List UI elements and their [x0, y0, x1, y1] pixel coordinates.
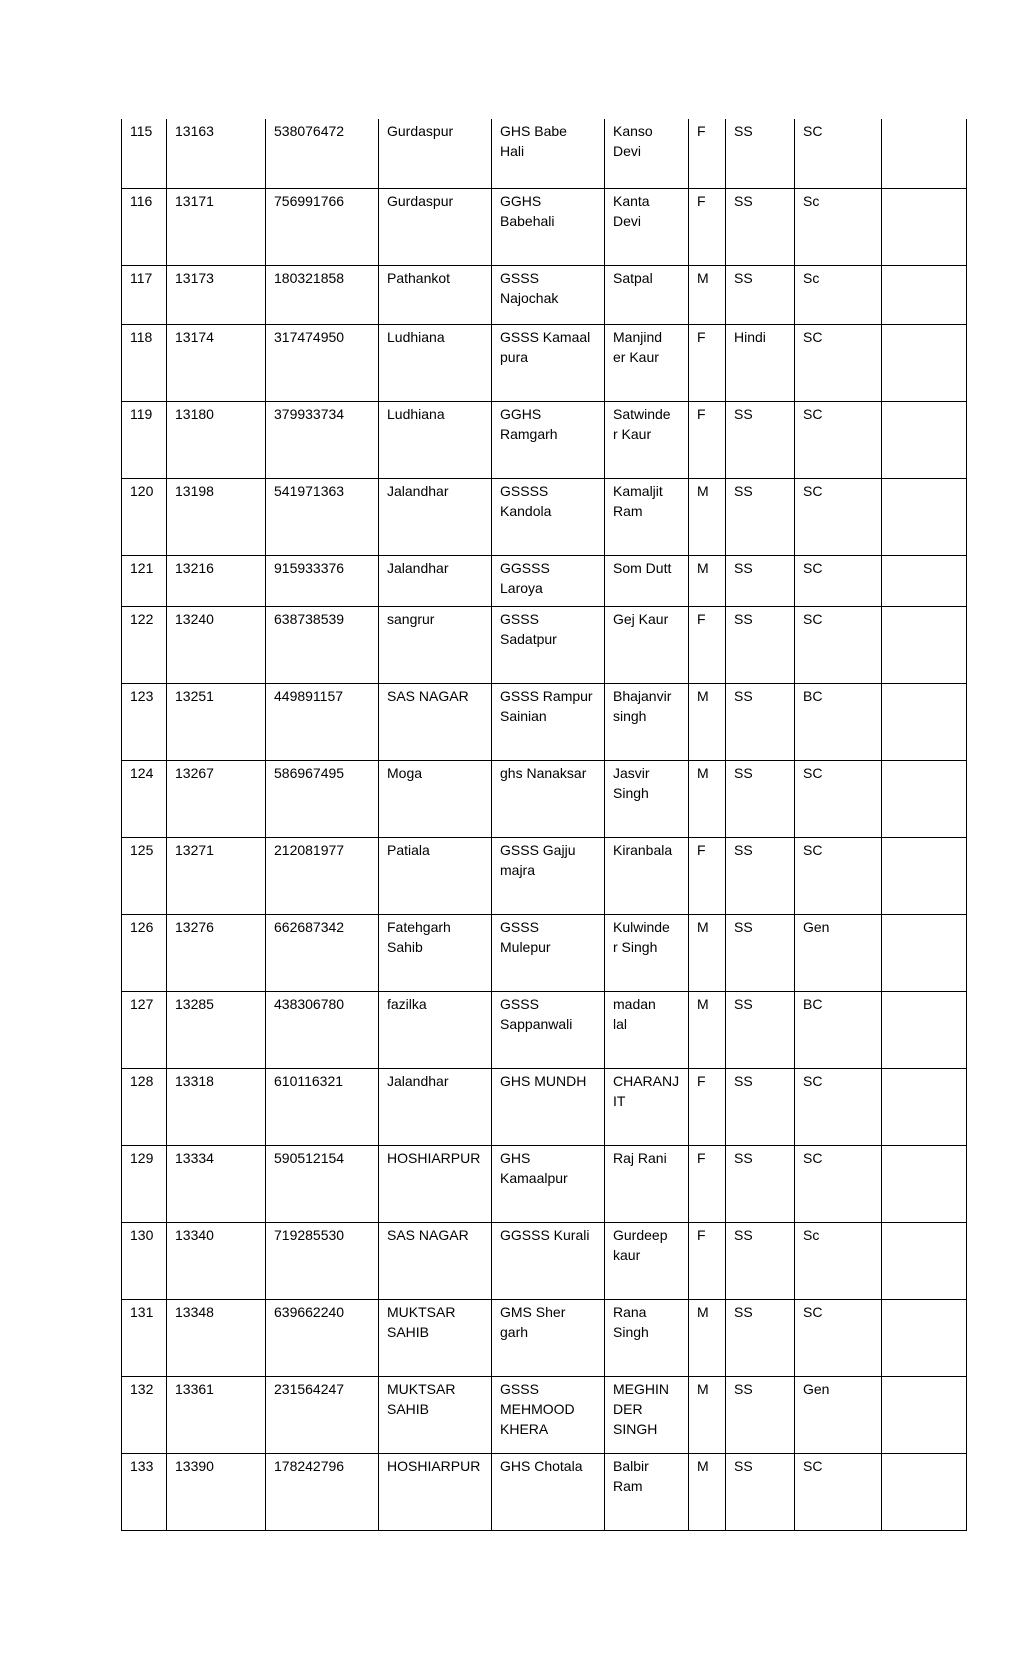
- remarks-cell: [882, 1145, 967, 1222]
- remarks-cell: [882, 914, 967, 991]
- remarks-cell: [882, 324, 967, 401]
- id-cell: 13171: [167, 188, 266, 265]
- gender-cell: M: [689, 1299, 726, 1376]
- school-cell: GSSS Kamaal pura: [492, 324, 605, 401]
- serial-number-cell: 127: [122, 991, 167, 1068]
- subject-cell: SS: [726, 991, 795, 1068]
- district-cell: Moga: [379, 760, 492, 837]
- school-cell: GHS MUNDH: [492, 1068, 605, 1145]
- district-cell: SAS NAGAR: [379, 1222, 492, 1299]
- category-cell: Sc: [795, 1222, 882, 1299]
- remarks-cell: [882, 760, 967, 837]
- id-cell: 13334: [167, 1145, 266, 1222]
- category-cell: SC: [795, 1453, 882, 1530]
- district-cell: SAS NAGAR: [379, 683, 492, 760]
- category-cell: SC: [795, 760, 882, 837]
- name-cell: Satpal: [605, 265, 689, 324]
- serial-number-cell: 129: [122, 1145, 167, 1222]
- gender-cell: M: [689, 1376, 726, 1453]
- district-cell: Pathankot: [379, 265, 492, 324]
- school-cell: GHS Babe Hali: [492, 119, 605, 188]
- id-cell: 13180: [167, 401, 266, 478]
- serial-number-cell: 126: [122, 914, 167, 991]
- school-cell: GHS Chotala: [492, 1453, 605, 1530]
- number-cell: 180321858: [266, 265, 379, 324]
- gender-cell: M: [689, 1453, 726, 1530]
- category-cell: SC: [795, 478, 882, 555]
- id-cell: 13198: [167, 478, 266, 555]
- district-cell: Jalandhar: [379, 1068, 492, 1145]
- gender-cell: F: [689, 324, 726, 401]
- name-cell: MEGHIN DER SINGH: [605, 1376, 689, 1453]
- remarks-cell: [882, 606, 967, 683]
- category-cell: Gen: [795, 914, 882, 991]
- table-row: [122, 760, 967, 837]
- number-cell: 438306780: [266, 991, 379, 1068]
- school-cell: GSSSS Kandola: [492, 478, 605, 555]
- serial-number-cell: 130: [122, 1222, 167, 1299]
- table-row: [122, 1068, 967, 1145]
- name-cell: Som Dutt: [605, 555, 689, 606]
- serial-number-cell: 124: [122, 760, 167, 837]
- id-cell: 13285: [167, 991, 266, 1068]
- name-cell: Raj Rani: [605, 1145, 689, 1222]
- remarks-cell: [882, 478, 967, 555]
- gender-cell: F: [689, 1222, 726, 1299]
- school-cell: ghs Nanaksar: [492, 760, 605, 837]
- subject-cell: SS: [726, 188, 795, 265]
- table-row: [122, 324, 967, 401]
- category-cell: Gen: [795, 1376, 882, 1453]
- serial-number-cell: 118: [122, 324, 167, 401]
- category-cell: Sc: [795, 188, 882, 265]
- serial-number-cell: 132: [122, 1376, 167, 1453]
- table-row: [122, 914, 967, 991]
- name-cell: Kiranbala: [605, 837, 689, 914]
- table-row: [122, 606, 967, 683]
- subject-cell: SS: [726, 1068, 795, 1145]
- subject-cell: SS: [726, 478, 795, 555]
- table-row: [122, 683, 967, 760]
- category-cell: BC: [795, 991, 882, 1068]
- district-cell: MUKTSAR SAHIB: [379, 1299, 492, 1376]
- remarks-cell: [882, 119, 967, 188]
- number-cell: 538076472: [266, 119, 379, 188]
- table-row: [122, 1299, 967, 1376]
- subject-cell: SS: [726, 914, 795, 991]
- subject-cell: SS: [726, 683, 795, 760]
- number-cell: 638738539: [266, 606, 379, 683]
- records-table: [121, 119, 967, 1531]
- table-row: [122, 1376, 967, 1453]
- serial-number-cell: 125: [122, 837, 167, 914]
- district-cell: Jalandhar: [379, 555, 492, 606]
- name-cell: Rana Singh: [605, 1299, 689, 1376]
- name-cell: Kulwinde r Singh: [605, 914, 689, 991]
- category-cell: SC: [795, 837, 882, 914]
- table-row: [122, 1145, 967, 1222]
- category-cell: SC: [795, 606, 882, 683]
- number-cell: 590512154: [266, 1145, 379, 1222]
- remarks-cell: [882, 991, 967, 1068]
- table-row: [122, 119, 967, 188]
- table-row: [122, 1222, 967, 1299]
- subject-cell: SS: [726, 1145, 795, 1222]
- district-cell: Gurdaspur: [379, 119, 492, 188]
- table-row: [122, 991, 967, 1068]
- school-cell: GHS Kamaalpur: [492, 1145, 605, 1222]
- number-cell: 586967495: [266, 760, 379, 837]
- name-cell: Kanta Devi: [605, 188, 689, 265]
- remarks-cell: [882, 188, 967, 265]
- name-cell: Jasvir Singh: [605, 760, 689, 837]
- category-cell: SC: [795, 1068, 882, 1145]
- gender-cell: M: [689, 478, 726, 555]
- number-cell: 317474950: [266, 324, 379, 401]
- number-cell: 379933734: [266, 401, 379, 478]
- number-cell: 541971363: [266, 478, 379, 555]
- school-cell: GSSS Najochak: [492, 265, 605, 324]
- gender-cell: M: [689, 760, 726, 837]
- name-cell: Satwinde r Kaur: [605, 401, 689, 478]
- school-cell: GGSSS Laroya: [492, 555, 605, 606]
- subject-cell: SS: [726, 1453, 795, 1530]
- name-cell: CHARANJ IT: [605, 1068, 689, 1145]
- category-cell: SC: [795, 1145, 882, 1222]
- number-cell: 231564247: [266, 1376, 379, 1453]
- district-cell: Jalandhar: [379, 478, 492, 555]
- number-cell: 610116321: [266, 1068, 379, 1145]
- category-cell: SC: [795, 324, 882, 401]
- id-cell: 13267: [167, 760, 266, 837]
- subject-cell: SS: [726, 1222, 795, 1299]
- subject-cell: SS: [726, 760, 795, 837]
- serial-number-cell: 123: [122, 683, 167, 760]
- school-cell: GSSS Gajju majra: [492, 837, 605, 914]
- serial-number-cell: 131: [122, 1299, 167, 1376]
- table-row: [122, 1453, 967, 1530]
- school-cell: GGHS Ramgarh: [492, 401, 605, 478]
- gender-cell: F: [689, 119, 726, 188]
- category-cell: SC: [795, 1299, 882, 1376]
- id-cell: 13163: [167, 119, 266, 188]
- district-cell: Fatehgarh Sahib: [379, 914, 492, 991]
- gender-cell: M: [689, 555, 726, 606]
- district-cell: Gurdaspur: [379, 188, 492, 265]
- id-cell: 13390: [167, 1453, 266, 1530]
- remarks-cell: [882, 837, 967, 914]
- district-cell: HOSHIARPUR: [379, 1145, 492, 1222]
- number-cell: 915933376: [266, 555, 379, 606]
- name-cell: Kamaljit Ram: [605, 478, 689, 555]
- subject-cell: SS: [726, 555, 795, 606]
- id-cell: 13216: [167, 555, 266, 606]
- name-cell: Manjind er Kaur: [605, 324, 689, 401]
- subject-cell: SS: [726, 837, 795, 914]
- number-cell: 639662240: [266, 1299, 379, 1376]
- school-cell: GSSS Mulepur: [492, 914, 605, 991]
- serial-number-cell: 117: [122, 265, 167, 324]
- number-cell: 212081977: [266, 837, 379, 914]
- subject-cell: SS: [726, 1376, 795, 1453]
- remarks-cell: [882, 555, 967, 606]
- number-cell: 449891157: [266, 683, 379, 760]
- district-cell: MUKTSAR SAHIB: [379, 1376, 492, 1453]
- id-cell: 13174: [167, 324, 266, 401]
- school-cell: GGHS Babehali: [492, 188, 605, 265]
- remarks-cell: [882, 1222, 967, 1299]
- name-cell: madan lal: [605, 991, 689, 1068]
- subject-cell: SS: [726, 119, 795, 188]
- remarks-cell: [882, 1376, 967, 1453]
- serial-number-cell: 128: [122, 1068, 167, 1145]
- id-cell: 13271: [167, 837, 266, 914]
- gender-cell: M: [689, 914, 726, 991]
- gender-cell: F: [689, 401, 726, 478]
- subject-cell: SS: [726, 401, 795, 478]
- records-table-body: [122, 119, 967, 1530]
- school-cell: GSSS Sappanwali: [492, 991, 605, 1068]
- serial-number-cell: 120: [122, 478, 167, 555]
- number-cell: 719285530: [266, 1222, 379, 1299]
- category-cell: SC: [795, 401, 882, 478]
- remarks-cell: [882, 683, 967, 760]
- id-cell: 13348: [167, 1299, 266, 1376]
- subject-cell: SS: [726, 606, 795, 683]
- remarks-cell: [882, 1068, 967, 1145]
- serial-number-cell: 115: [122, 119, 167, 188]
- name-cell: Gurdeep kaur: [605, 1222, 689, 1299]
- district-cell: HOSHIARPUR: [379, 1453, 492, 1530]
- serial-number-cell: 119: [122, 401, 167, 478]
- id-cell: 13251: [167, 683, 266, 760]
- number-cell: 178242796: [266, 1453, 379, 1530]
- subject-cell: Hindi: [726, 324, 795, 401]
- school-cell: GGSSS Kurali: [492, 1222, 605, 1299]
- number-cell: 662687342: [266, 914, 379, 991]
- table-row: [122, 837, 967, 914]
- name-cell: Gej Kaur: [605, 606, 689, 683]
- remarks-cell: [882, 401, 967, 478]
- remarks-cell: [882, 1299, 967, 1376]
- district-cell: fazilka: [379, 991, 492, 1068]
- gender-cell: F: [689, 188, 726, 265]
- table-row: [122, 265, 967, 324]
- serial-number-cell: 121: [122, 555, 167, 606]
- district-cell: sangrur: [379, 606, 492, 683]
- gender-cell: M: [689, 265, 726, 324]
- number-cell: 756991766: [266, 188, 379, 265]
- id-cell: 13318: [167, 1068, 266, 1145]
- school-cell: GSSS Sadatpur: [492, 606, 605, 683]
- serial-number-cell: 116: [122, 188, 167, 265]
- district-cell: Ludhiana: [379, 324, 492, 401]
- gender-cell: F: [689, 1068, 726, 1145]
- name-cell: Bhajanvir singh: [605, 683, 689, 760]
- school-cell: GMS Sher garh: [492, 1299, 605, 1376]
- remarks-cell: [882, 265, 967, 324]
- gender-cell: M: [689, 683, 726, 760]
- gender-cell: F: [689, 837, 726, 914]
- category-cell: SC: [795, 555, 882, 606]
- category-cell: SC: [795, 119, 882, 188]
- id-cell: 13240: [167, 606, 266, 683]
- table-row: [122, 478, 967, 555]
- table-row: [122, 188, 967, 265]
- table-row: [122, 401, 967, 478]
- id-cell: 13340: [167, 1222, 266, 1299]
- remarks-cell: [882, 1453, 967, 1530]
- id-cell: 13361: [167, 1376, 266, 1453]
- gender-cell: M: [689, 991, 726, 1068]
- subject-cell: SS: [726, 265, 795, 324]
- serial-number-cell: 122: [122, 606, 167, 683]
- name-cell: Balbir Ram: [605, 1453, 689, 1530]
- table-row: [122, 555, 967, 606]
- school-cell: GSSS Rampur Sainian: [492, 683, 605, 760]
- name-cell: Kanso Devi: [605, 119, 689, 188]
- serial-number-cell: 133: [122, 1453, 167, 1530]
- district-cell: Ludhiana: [379, 401, 492, 478]
- school-cell: GSSS MEHMOOD KHERA: [492, 1376, 605, 1453]
- id-cell: 13173: [167, 265, 266, 324]
- district-cell: Patiala: [379, 837, 492, 914]
- category-cell: BC: [795, 683, 882, 760]
- gender-cell: F: [689, 1145, 726, 1222]
- category-cell: Sc: [795, 265, 882, 324]
- gender-cell: F: [689, 606, 726, 683]
- subject-cell: SS: [726, 1299, 795, 1376]
- id-cell: 13276: [167, 914, 266, 991]
